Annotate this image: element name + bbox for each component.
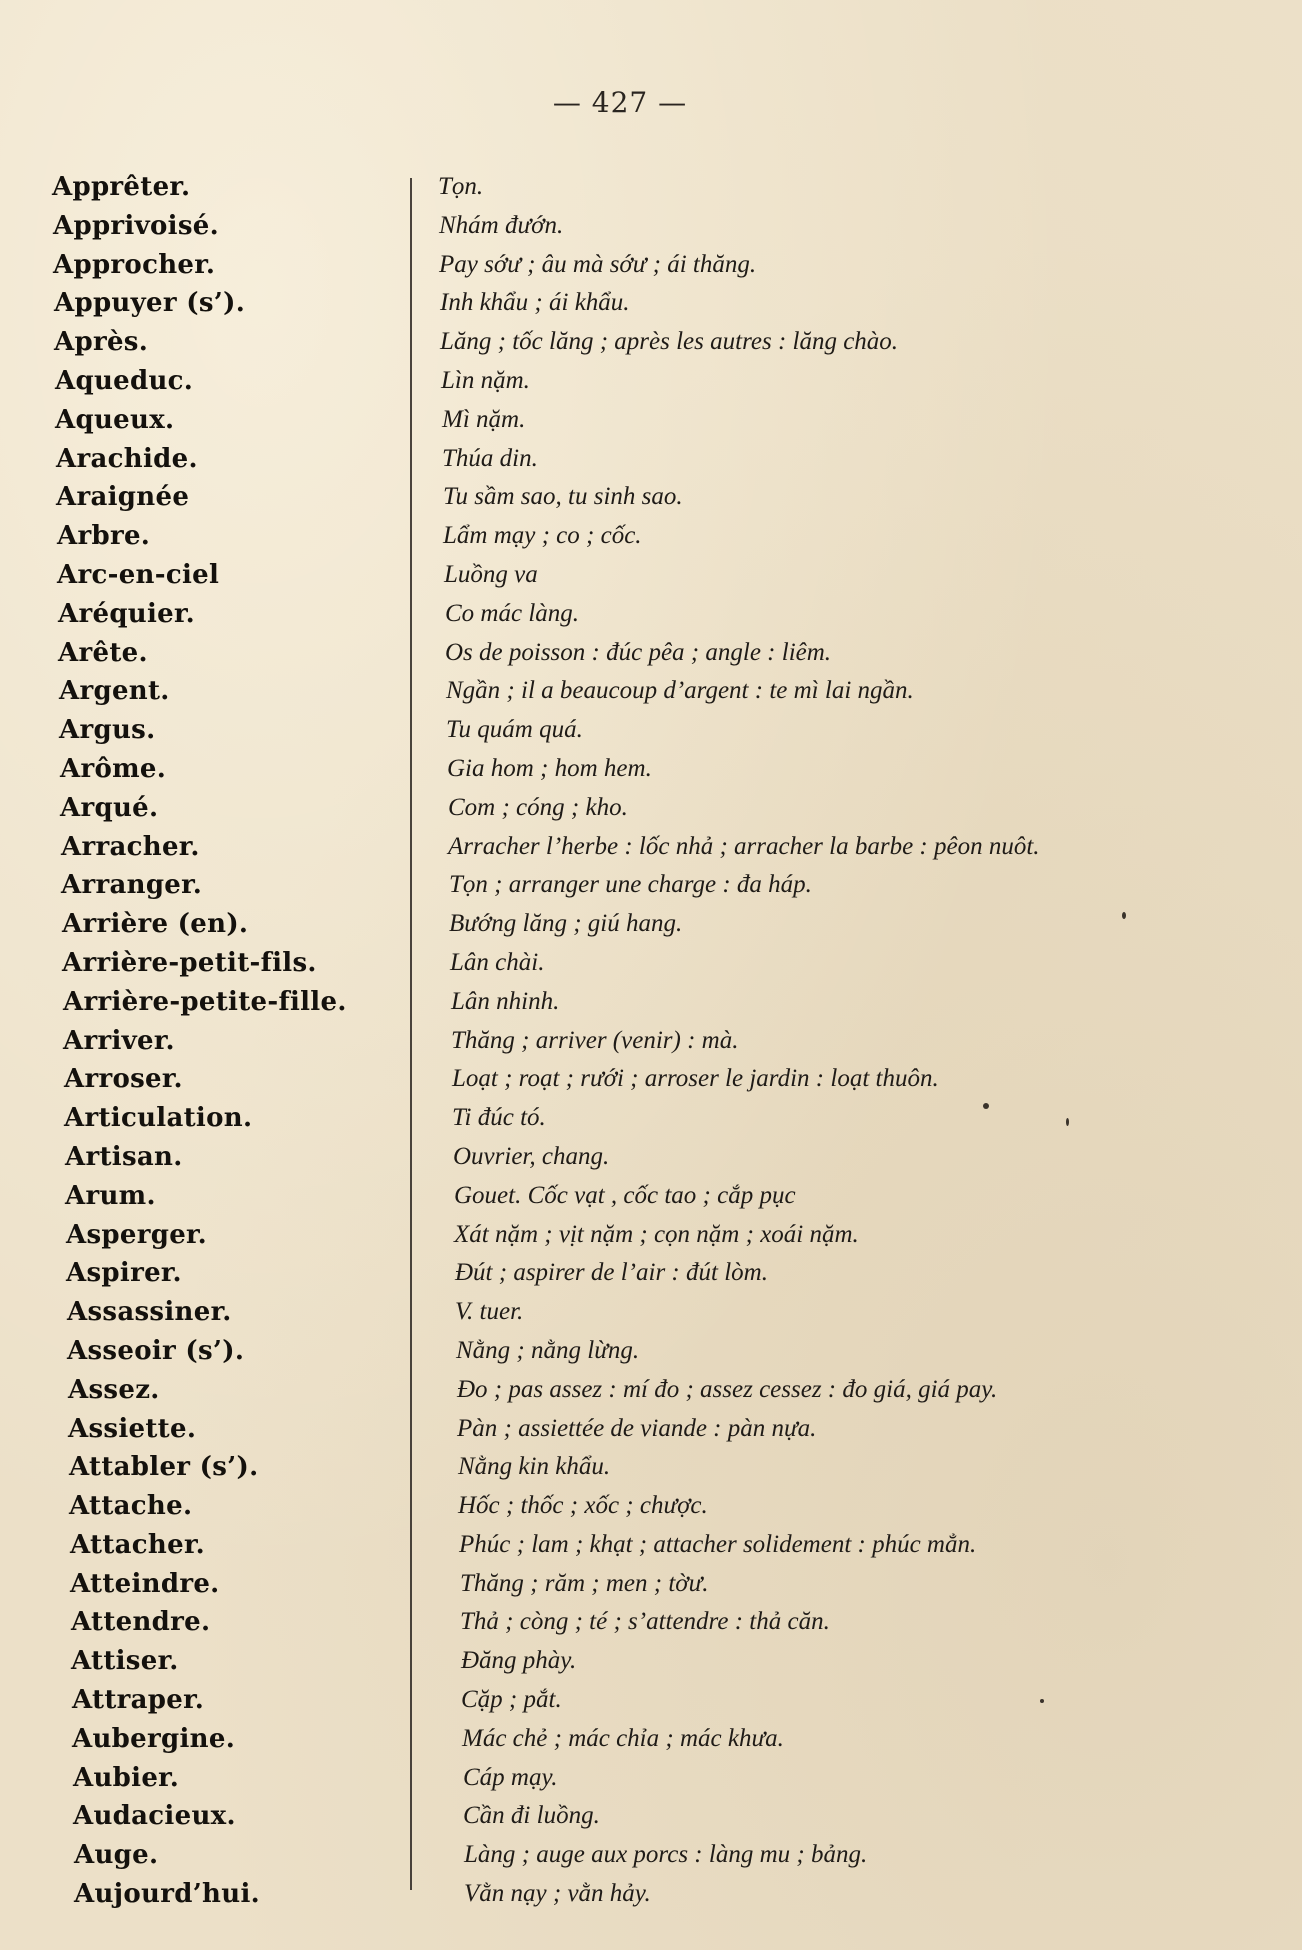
entry-definition: Ouvrier, chang. [453, 1142, 610, 1170]
entry-headword: Aréquier. [58, 598, 195, 629]
entry-definition: Pay sớư ; âu mà sớư ; ái thăng. [439, 250, 757, 278]
dictionary-entry [0, 284, 1302, 323]
entry-definition: Đo ; pas assez : mí đo ; assez cessez : đo giá, giá pay. [457, 1375, 998, 1403]
entry-headword: Arc-en-ciel [57, 559, 220, 590]
entry-definition: Tọn ; arranger une charge : đa háp. [449, 871, 812, 899]
entry-headword: Arriver. [63, 1025, 175, 1056]
entry-definition: Bướng lăng ; giú hang. [449, 910, 683, 938]
dictionary-entry [0, 440, 1302, 479]
dictionary-entry [0, 1138, 1302, 1177]
entry-definition: Thăng ; răm ; men ; tờư. [460, 1569, 709, 1597]
entry-definition: Xát nặm ; vịt nặm ; cọn nặm ; xoái nặm. [454, 1220, 859, 1248]
entry-list [0, 168, 1302, 1914]
dictionary-entry [0, 983, 1302, 1022]
entry-headword: Aqueux. [55, 404, 175, 435]
entry-definition: Tu quám quá. [446, 716, 583, 744]
entry-definition: Tọn. [438, 173, 484, 200]
entry-headword: Arête. [58, 637, 148, 668]
entry-definition: Thăng ; arriver (venir) : mà. [451, 1026, 739, 1054]
entry-definition: Thả ; còng ; té ; s’attendre : thả căn. [460, 1608, 830, 1636]
dictionary-entry [0, 1642, 1302, 1681]
entry-headword: Arracher. [61, 831, 200, 862]
entry-headword: Audacieux. [73, 1801, 236, 1832]
entry-headword: Auge. [74, 1840, 159, 1871]
dictionary-entry [0, 1875, 1302, 1914]
entry-definition: Mác chẻ ; mác chỉa ; mác khưa. [462, 1724, 784, 1752]
dictionary-entry [0, 1487, 1302, 1526]
dictionary-entry [0, 1332, 1302, 1371]
dictionary-entry [0, 750, 1302, 789]
entry-headword: Arrière-petit-fils. [62, 947, 317, 978]
entry-headword: Arqué. [60, 792, 159, 823]
dictionary-entry [0, 672, 1302, 711]
dictionary-entry [0, 323, 1302, 362]
entry-headword: Assiette. [68, 1413, 197, 1444]
entry-headword: Arranger. [61, 870, 203, 901]
entry-headword: Attiser. [71, 1646, 179, 1677]
entry-headword: Argus. [59, 715, 156, 746]
dictionary-entry [0, 246, 1302, 285]
entry-headword: Apprivoisé. [53, 210, 219, 241]
entry-definition: Lìn nặm. [441, 366, 530, 394]
entry-headword: Arrière (en). [62, 909, 249, 940]
entry-definition: Arracher l’herbe : lốc nhả ; arracher la barbe : pêon nuôt. [448, 832, 1040, 860]
entry-definition: Co mác làng. [445, 599, 580, 627]
entry-headword: Arrière-petite-fille. [63, 986, 347, 1017]
entry-definition: Nằng ; nằng lừng. [456, 1336, 640, 1364]
dictionary-entry [0, 401, 1302, 440]
dictionary-entry [0, 1448, 1302, 1487]
entry-headword: Atteindre. [70, 1568, 220, 1599]
entry-headword: Approcher. [53, 249, 216, 280]
dictionary-entry [0, 944, 1302, 983]
paper-speck [1040, 1699, 1044, 1703]
entry-headword: Articulation. [64, 1103, 253, 1134]
dictionary-entry [0, 207, 1302, 246]
entry-definition: Lân chài. [450, 948, 545, 976]
dictionary-entry [0, 168, 1302, 207]
entry-definition: Nằng kin khẩu. [458, 1453, 611, 1481]
entry-headword: Artisan. [65, 1141, 183, 1172]
entry-headword: Arroser. [64, 1064, 183, 1095]
dictionary-entry [0, 1759, 1302, 1798]
dictionary-entry [0, 711, 1302, 750]
entry-definition: Os de poisson : đúc pêa ; angle : liêm. [445, 638, 832, 666]
entry-headword: Assez. [68, 1374, 160, 1405]
dictionary-entry [0, 828, 1302, 867]
page-number: — 427 — [552, 86, 688, 119]
entry-headword: Asperger. [66, 1219, 208, 1250]
dictionary-entry [0, 1836, 1302, 1875]
dictionary-entry [0, 595, 1302, 634]
entry-definition: Com ; cóng ; kho. [448, 793, 628, 821]
entry-definition: Cần đi luồng. [463, 1802, 600, 1830]
entry-definition: Ti đúc tó. [452, 1104, 546, 1132]
dictionary-entry [0, 556, 1302, 595]
dictionary-entry [0, 517, 1302, 556]
dictionary-entry [0, 1797, 1302, 1836]
entry-definition: Cặp ; pắt. [461, 1686, 562, 1714]
entry-headword: Arum. [65, 1180, 156, 1211]
dictionary-entry [0, 1371, 1302, 1410]
entry-headword: Attraper. [72, 1685, 205, 1716]
entry-definition: Luồng va [444, 560, 538, 588]
dictionary-entry [0, 1060, 1302, 1099]
dictionary-entry [0, 789, 1302, 828]
paper-speck [1066, 1118, 1069, 1126]
dictionary-entry [0, 634, 1302, 673]
entry-headword: Arbre. [57, 521, 151, 552]
entry-definition: Pàn ; assiettée de viande : pàn nựa. [457, 1414, 817, 1442]
entry-headword: Aubier. [73, 1762, 180, 1793]
dictionary-entry [0, 1681, 1302, 1720]
entry-headword: Arôme. [60, 753, 167, 784]
entry-headword: Argent. [59, 676, 170, 707]
dictionary-entry [0, 1177, 1302, 1216]
entry-definition: Loạt ; roạt ; rưới ; arroser le jardin : loạt thuôn. [452, 1065, 939, 1093]
entry-definition: Hốc ; thốc ; xốc ; chược. [458, 1492, 708, 1520]
dictionary-entry [0, 1022, 1302, 1061]
entry-headword: Aspirer. [66, 1258, 182, 1289]
entry-headword: Attabler (s’). [69, 1452, 259, 1483]
entry-headword: Apprêter. [52, 172, 191, 202]
dictionary-entry [0, 362, 1302, 401]
dictionary-entry [0, 1254, 1302, 1293]
entry-headword: Araignée [56, 482, 190, 513]
entry-headword: Asseoir (s’). [67, 1335, 245, 1366]
entry-definition: Tu sầm sao, tu sinh sao. [443, 483, 683, 511]
entry-headword: Assassiner. [67, 1297, 232, 1328]
entry-definition: Inh khẩu ; ái khẩu. [440, 289, 630, 317]
entry-definition: V. tuer. [455, 1298, 524, 1326]
dictionary-entry [0, 1410, 1302, 1449]
dictionary-entry [0, 1099, 1302, 1138]
entry-definition: Phúc ; lam ; khạt ; attacher solidement : phúc mẳn. [459, 1530, 977, 1558]
entry-headword: Attache. [69, 1491, 193, 1522]
entry-definition: Lăng ; tốc lăng ; après les autres : lăng chào. [440, 328, 899, 356]
entry-definition: Nhám đướn. [439, 211, 564, 239]
entry-definition: Vằn nạy ; vằn hảy. [464, 1880, 651, 1908]
dictionary-entry [0, 1526, 1302, 1565]
entry-definition: Lân nhinh. [451, 987, 560, 1015]
entry-definition: Thúa din. [442, 444, 538, 472]
entry-definition: Đăng phày. [461, 1647, 577, 1675]
entry-definition: Làng ; auge aux porcs : làng mu ; bảng. [464, 1841, 868, 1869]
paper-speck [1122, 912, 1126, 919]
entry-definition: Đút ; aspirer de l’air : đút lòm. [455, 1259, 768, 1287]
entry-definition: Mì nặm. [442, 405, 526, 433]
entry-headword: Après. [54, 327, 149, 358]
entry-definition: Gia hom ; hom hem. [447, 754, 652, 782]
entry-headword: Attendre. [71, 1607, 211, 1638]
dictionary-entry [0, 1216, 1302, 1255]
entry-definition: Lẩm mạy ; co ; cốc. [443, 522, 642, 550]
entry-headword: Aujourd’hui. [74, 1879, 260, 1910]
dictionary-entry [0, 478, 1302, 517]
entry-headword: Arachide. [56, 443, 198, 474]
dictionary-entry [0, 1293, 1302, 1332]
entry-headword: Aqueduc. [55, 365, 194, 396]
dictionary-entry [0, 1720, 1302, 1759]
dictionary-entry [0, 1565, 1302, 1604]
dictionary-entry [0, 905, 1302, 944]
entry-headword: Attacher. [70, 1529, 205, 1560]
dictionary-entry [0, 1603, 1302, 1642]
entry-definition: Gouet. Cốc vạt , cốc tao ; cắp pục [454, 1181, 796, 1209]
dictionary-entry [0, 866, 1302, 905]
entry-definition: Ngần ; il a beaucoup d’argent : te mì lai ngần. [446, 677, 914, 705]
paper-speck [983, 1103, 989, 1109]
entry-headword: Appuyer (s’). [54, 288, 246, 319]
entry-definition: Cáp mạy. [463, 1763, 558, 1791]
entry-headword: Aubergine. [72, 1723, 236, 1754]
